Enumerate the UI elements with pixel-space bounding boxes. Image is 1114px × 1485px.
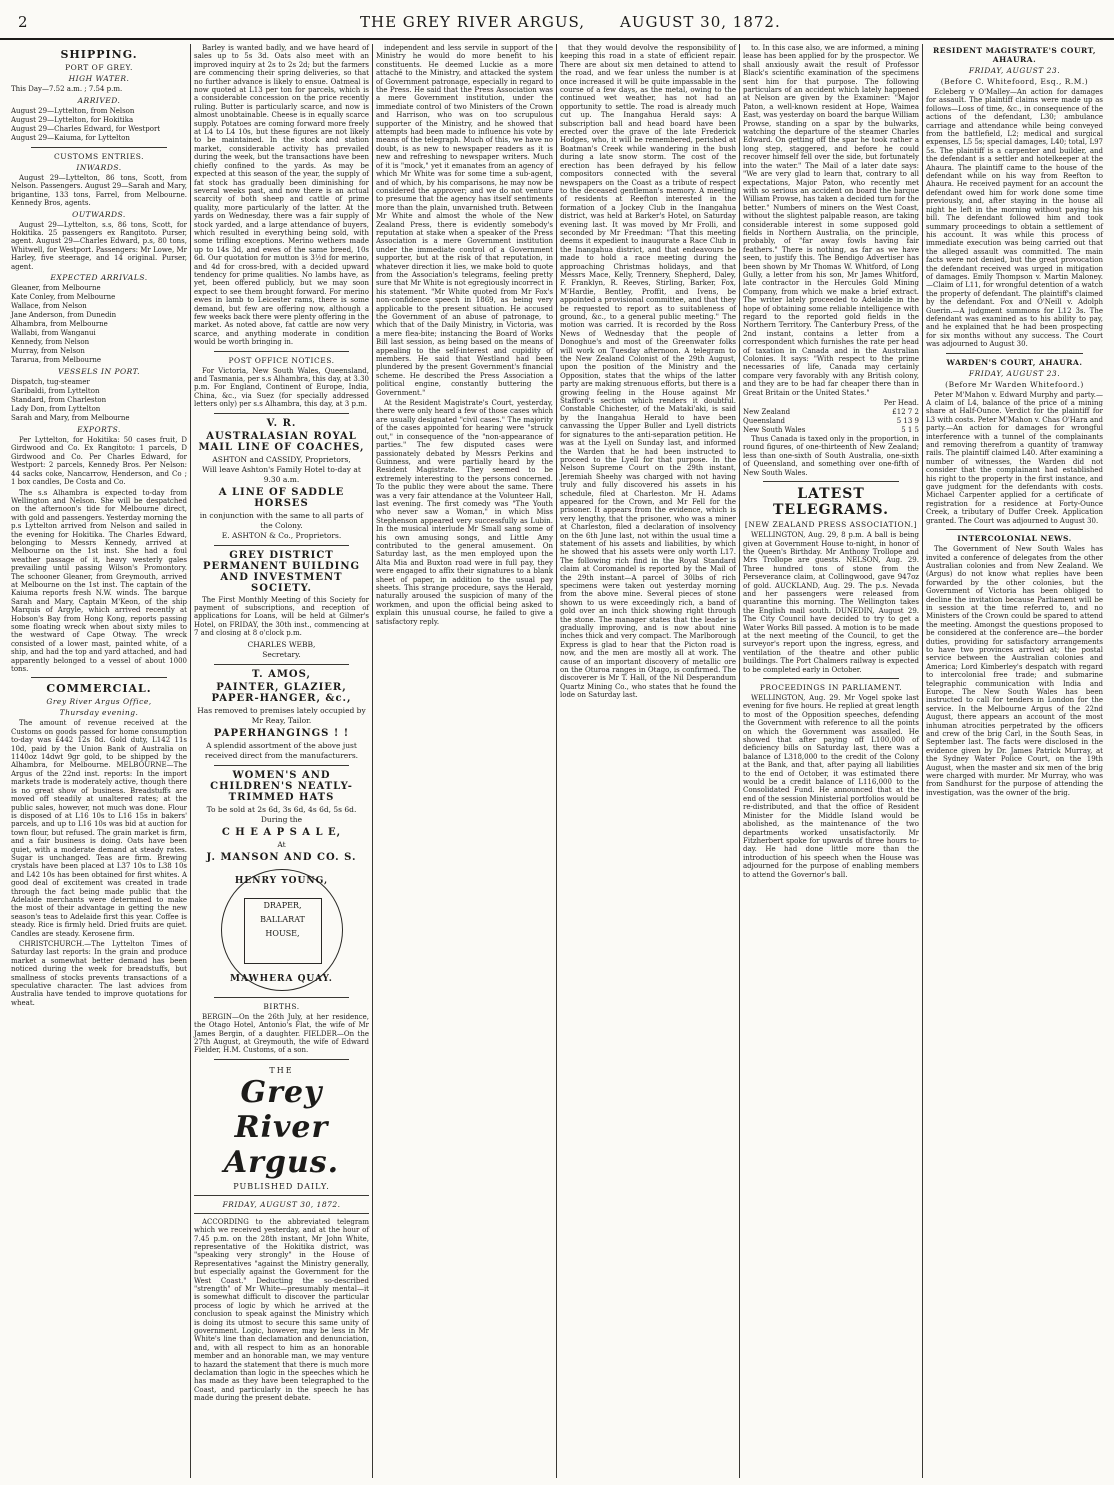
vessel-line: Sarah and Mary, from Melbourne [11, 414, 130, 423]
arrived-line: August 29—Lyttelton, for Hokitika [11, 116, 134, 124]
warden-text: Peter M'Mahon v. Edward Murphy and party.—A claim of L4, balance of the price of a mining share at Half-Ounce. Verdict for the plaintiff for L3 with costs. Peter M'Mahon v. Chas O'Hara and party.—An action for damages for wrongful interference with a tunnel of the complainants and removing therefrom a quantity of tramway rails. The plaintiff claimed L40. After examining a number of witnesses, the Warden did not consider that the complainant had established his right to the property in the first instance, and gave judgment for the defendants with costs. Michael Carpenter applied for a certificate of registration for a residence at Forty-Ounce Creek, a tributary of Duffer Creek. Application granted. The Court was adjourned to August 30. [926, 390, 1103, 525]
parliament-heading: PROCEEDINGS IN PARLIAMENT. [759, 683, 903, 692]
post-office-text: For Victoria, New South Wales, Queensland, and Tasmania, per s.s Alhambra, this day, at 3.30 p.m. For England, Continent of Europe, India, China, &c., via Suez (for specially addressed letters only) per s.s Alhambra, this day, at 3 p.m. [194, 366, 369, 409]
amos-title: PAINTER, GLAZIER, PAPER-HANGER, &c., [211, 681, 352, 704]
local-news: At the Resident Magistrate's Court, yesterday, there were only heard a few of those cases which are usually designated "civil cases." The majority of the cases appointed for hearing were "struck out," in consequence of the "non-appearance of parties." The few disputed cases were passionately debated by Messrs Perkins and Guinness, and were partially heard by the Resident Magistrate. They seemed to be extremely interesting to the persons concerned. To the public they were about the same. There was a very fair attendance at the Volunteer Hall, last evening. The first comedy was "The Youth who never saw a Woman," in which Miss Stephenson appeared very successfully as Lubin. In the musical interlude Mr Small sang some of his own amusing songs, and Little Amy contributed to the general amusement. On Saturday last, as the men employed upon the Alta Mia and Buxton road were in full pay, they were engaged to affix their signatures to a blank sheet of paper, in addition to the usual pay sheets. This strange procedure, says the Herald, naturally aroused the suspicion of many of the workmen, and upon the official being asked to explain this unusual course, he failed to give a satisfactory reply. [376, 399, 553, 626]
column-1 [8, 44, 190, 1478]
tax-row-value: 5 1 5 [901, 426, 919, 435]
port-heading: PORT OF GREY. [65, 63, 133, 72]
column-3 [372, 44, 556, 1478]
argus-masthead [194, 1066, 369, 1191]
rm-date: FRIDAY, AUGUST 23. [968, 66, 1061, 75]
sale-line: At [277, 839, 286, 849]
christchurch-text: CHRISTCHURCH.—The Lyttelton Times of Saturday last reports: In the grain and produce market a somewhat better demand has been noticed during the week for breadstuffs, but smallness of stocks prevents transactions of a speculative character. The last advices from Australia have tended to improve quotations for wheat. [11, 940, 187, 1007]
expected-line: Gleaner, from Melbourne [11, 284, 101, 293]
arrived-line: August 29—Charles Edward, for Westport [11, 125, 161, 133]
arrived-heading: ARRIVED. [77, 96, 121, 105]
sale-store: J. MANSON AND CO. S. [206, 851, 357, 863]
arrived-line: August 29—Lyttelton, from Nelson [11, 107, 135, 115]
tax-row [743, 426, 919, 435]
masthead-the: THE [269, 1065, 294, 1075]
vr-heading: V. R. [266, 417, 297, 429]
telegrams-heading: LATEST TELEGRAMS. [772, 486, 890, 519]
vessel-line: Garibaldi, from Lyttelton [11, 387, 100, 396]
births-heading: BIRTHS. [263, 1001, 300, 1011]
page-header [0, 0, 1114, 40]
commercial-heading: COMMERCIAL. [46, 682, 152, 696]
local-news-continued: that they would devolve the responsibility of keeping this road in a state of efficient repair. There are about six men detained to attend to the road, and we fear unless the number is at once increased it will be quite impassable in the course of a few days, as the metal, owing to the continued wet weather, has not had an opportunity to settle. The road is already much cut up. The Inangahua Herald says: A subscription ball and head board have been erected over the grave of the late Frederick Hodges, who, it will be remembered, perished at Boatman's Creek while wandering in the bush during a late snow storm. The cost of the erection has been defrayed by his fellow compositors connected with the several newspapers on the Coast as a tribute of respect to the deceased gentleman's memory. A meeting of residents at Reefton interested in the formation of a Jockey Club in the Inangahua district, was held at Barker's Hotel, on Saturday evening last. It was moved by Mr Frolli, and seconded by Mr Freedman: "That this meeting deems it expedient to inaugurate a Race Club in the Inangahua district, and that endeavours be made to hold a race meeting during the approaching Christmas holidays, and that Messrs Mace, Kelly, Trennery, Shepherd, Daley, F. Franklyn, R. Reeves, Stirling, Barker, Fox, M'Hardie, Bentley, Proffit, and Ivens, be appointed a provisional committee, and that they be requested to report as to suitableness of ground, &c., to a general public meeting." The motion was carried. It is recorded by the Ross News of Wednesday that the people of Donoghue's and most of the Greenwater folks will work on Tuesday afternoon. A telegram to the New Zealand Colonist of the 29th August, upon the position of the Ministry and the Opposition, states that the whips of the latter party are making strenuous efforts, but there is a growing feeling in the House against Mr Stafford's section which renders it doubtful. Constable Chichester, of the Mataki'aki, is said by the Inangahua Herald to have been canvassing the Upper Buller and Lyell districts for signatures to the anti-separation petition. He was at the Lyell on Sunday last, and informed the Warden that he had been instructed to proceed to the Lyell for that purpose. In the Nelson Supreme Court on the 29th instant, Jeremiah Sheehy was charged with not having truly and fully discovered his assets in his schedule, filed at Charleston. Mr H. Adams appeared for the Crown, and Mr Fell for the prisoner. It appears from the evidence, which is very lengthy, that the prisoner, who was a miner at Charleston, filed a declaration of insolvency on the 6th June last, not within the usual time a statement of his assets and liabilities, by which he showed that his assets were only worth L17. The following rich find in the Royal Standard claim at Coromandel is reported by the Mail of the 29th instant—A parcel of 30lbs of rich specimens were taken out yesterday morning from the above mine. Several pieces of stone shown to us were exceedingly rich, a band of gold over an inch thick showing right through the stone. The manager states that the leader is gradually improving, and is now about nine inches thick and very compact. The Marlborough Express is glad to hear that the Picton road is now, and the men are mostly all at work. The cause of an important discovery of metallic ore on the Oturoa ranges in Otago, is confirmed. The discoverer is Mr T. Hall, of the Nil Desperandum Quartz Mining Co., who states that he found the lode on Saturday last. [560, 44, 736, 700]
hats-title: WOMEN'S AND CHILDREN'S NEATLY-TRIMMED HATS [210, 769, 353, 803]
exports-heading: EXPORTS. [77, 425, 121, 435]
tax-row-name: Queensland [743, 417, 786, 426]
leader-continued: independent and less servile in support of the Ministry he would do more benefit to his constituents. He deemed Luckie as a more attaché to the Ministry, and attacked the system of Government patronage, especially in regard to the Press. He said that the Press Association was a mere Government institution, under the immediate control of two Ministers of the Crown and Harrison, who was on too scrupulous supporter of the Ministry, and he showed that attempts had been made to influence his vote by means of the telegraph. Much of this, we have no doubt, is as new to newspaper readers as it is new and refreshing to newspaper writers. Much of it is "mock," yet it emanates from an agency of which Mr White was for some time a sub-agent, and of which, by his comparisons, he may now be considered the approver; and we do not venture to presume that the agency has itself sentiments more than the plain, unvarnished truth. Between Mr White and almost the whole of the New Zealand Press, there is evidently somebody's reputation at stake when a speaker of the Press Association is a mere Government institution under the immediate control of a Government supporter, but at the risk of that reputation, in whatever direction it lies, we make bold to quote from the Association's telegrams, feeling pretty sure that Mr White is not egregiously incorrect in his statement. "Mr White quoted from Mr Fox's non-confidence speech in 1869, as being very applicable to the present situation. He accused the Government of an abuse of patronage, to which that of the Daily Ministry, in Victoria, was a mere flea-bite; instancing the Board of Works Bill last session, as being based on the means of appealing to the self-interest and cupidity of members. He said that Westland had been plundered by the present Government's financial scheme. He described the Press Association a political engine, constantly buttering the Government." [376, 44, 554, 397]
dateline: FRIDAY, AUGUST 30, 1872. [222, 1199, 341, 1209]
stamp-draper: DRAPER, [263, 900, 302, 910]
amos-text: Has removed to premises lately occupied by Mr Reay, Tailor. [197, 705, 366, 725]
births-text: BERGIN—On the 26th July, at her residence, the Otago Hotel, Antonio's Flat, the wife of Mr James Bergin, of a daughter. FIELDER—On the 27th August, at Greymouth, the wife of Edward Fielder, H.M. Customs, of a son. [194, 1012, 369, 1055]
sale-line: During the [260, 814, 303, 824]
rm-heading: RESIDENT MAGISTRATE'S COURT, AHAURA. [933, 46, 1096, 64]
coach-owner: ASHTON and CASSIDY, Proprietors, [212, 454, 351, 464]
news-text-2: Thus Canada is taxed only in the proportion, in round figures, of one-thirteenth of New Zealand; less than one-sixth of South Australia, one-sixth of Queensland, and something over one-fifth of New South Wales. [743, 435, 919, 477]
masthead-published: PUBLISHED DAILY. [233, 1181, 330, 1191]
tax-table-head-label: Per Head. [883, 399, 919, 408]
telegrams-text: WELLINGTON, Aug. 29, 8 p.m. A ball is being given at Government House to-night, in honor of the Queen's Birthday. Mr Anthony Trollope and Mrs Trollope are guests. NELSON, Aug. 29. Three hundred tons of stone from the Perseverance claim, at Collingwood, gave 947oz of gold. AUCKLAND, Aug. 29. The p.s. Nevada and her passengers were released from quarantine this morning. The Wellington takes the English mail south. DUNEDIN, August 29. The City Council have decided to try to get a Water Works Bill passed. A motion is to be made at the next meeting of the Council, to get the surveyor's report upon the ingress, egress, and ventilation of the theatre and other public buildings. The Port Chalmers railway is expected to be completed early in October. [743, 531, 919, 674]
leader-text: ACCORDING to the abbreviated telegram which we received yesterday, and at the hour of 7.45 p.m. on the 28th instant, Mr John White, representative of the Hokitika district, was "speaking very strongly" in the House of Representatives "against the Ministry generally, but especially against the Government for the West Coast." Deducting the so-described "strength" of Mr White—presumably mental—it is somewhat difficult to discover the particular process of logic by which he arrived at the conclusion to speak against the Ministry which is doing its utmost to secure this same unity of government. Logic, however, may be less in Mr White's line than declamation and denunciation, and, with all respect to him as an honorable member and an honorable man, we may venture to hazard the statement that there is much more declamation than logic in the speeches which he has made as they have been telegraphed to the Coast, and particularly in the speech he has made during the present debate. [194, 1217, 369, 1403]
commercial-office: Grey River Argus Office, [46, 697, 152, 707]
warden-before: (Before Mr Warden Whitefoord.) [945, 379, 1084, 389]
tax-row-value: £12 7 2 [892, 408, 919, 417]
society-sign: CHARLES WEBB, [247, 639, 316, 649]
arrived-line: August 29—Kaiuma, for Lyttelton [11, 134, 130, 142]
saddle-text: in conjunction with the same to all parts of the Colony. [199, 510, 364, 530]
customs-heading: CUSTOMS ENTRIES. [54, 152, 144, 161]
intercolonial-text: The Government of New South Wales has invited a conference of delegates from the other Australian colonies and from New Zealand. We (Argus) do not know what replies have been forwarded by the other colonies, but the Government of Victoria has been obliged to decline the invitation because Parliament will be in session at the time referred to, and no Ministers of the Crown could be spared to attend the meeting. Amongst the questions proposed to be considered at the conference are—the border duties, providing for satisfactory arrangements to have two provinces arrived at; the postal service between the Australian colonies and America; Lord Kimberley's despatch with regard to intercolonial free trade; and submarine telegraphic communication with India and Europe. The New South Wales has been instructed to call for tenders in London for the service. In the Melbourne Argus of the 22nd August, there appears an account of the most inhuman atrocities perpetrated by the officers and crew of the brig Carl, in the South Seas, in September last. The facts were disclosed in the evidence given by Dr. James Patrick Murray, at the Sydney Water Police Court, on the 19th August, when the master and six men of the brig were charged with murder. Mr Murray, who was from Sandhurst for the purpose of attending the investigation, was the owner of the brig. [926, 545, 1103, 797]
high-water-heading: HIGH WATER. [68, 74, 130, 83]
masthead-name: Grey River Argus. [223, 1074, 340, 1180]
issue-date: AUGUST 30, 1872. [620, 13, 781, 31]
page-number: 2 [18, 13, 29, 31]
column-5 [739, 44, 922, 1478]
tax-row-value: 5 13 9 [896, 417, 919, 426]
columns [8, 44, 1106, 1478]
shipping-heading: SHIPPING. [60, 48, 138, 61]
expected-line: Alhambra, from Melbourne [11, 320, 108, 329]
amos-name: T. AMOS, [251, 668, 311, 680]
stamp-top-text: HENRY YOUNG, [234, 875, 329, 886]
tax-row-name: New South Wales [743, 426, 806, 435]
expected-line: Tararua, from Melbourne [11, 356, 102, 365]
tax-table-head [743, 399, 919, 408]
warden-date: FRIDAY, AUGUST 23. [968, 368, 1061, 378]
shipping-news: The s.s Alhambra is expected to-day from Wellington and Nelson. She will be despatched on the afternoon's tide for Melbourne direct, with gold and passengers. Yesterday morning the p.s Lyttelton arrived from Nelson and sailed in the evening for Hokitika. The Charles Edward, belonging to Messrs Kennedy, arrived at Melbourne on the 1st inst. She had a foul weather passage of it, heavy westerly gales prevailing until passing Wilson's Promontory. The schooner Gleaner, from Greymouth, arrived at Melbourne on the 1st inst. The captain of the Kaiuma reports fresh N.W. winds. The barque Sarah and Mary, Captain M'Keon, of the ship Marquis of Argyle, which arrived recently at Hobson's Bay from Hong Kong, reports passing some floating wreck when about sixty miles to the westward of Cape Otway. The wreck consisted of a lower mast, painted white, of a ship, and had the top and yard attached, and had apparently belonged to a vessel of about 1000 tons. [11, 488, 187, 674]
stamp-inner [244, 898, 322, 964]
paperhangings-text: A splendid assortment of the above just received direct from the manufacturers. [204, 740, 359, 760]
commercial-text: The amount of revenue received at the Customs on goods passed for home consumption to-day was £442 12s 8d. Gold duty, L142 11s 10d, paid by the Union Bank of Australia on 1140oz 14dwt 9gr gold, to be shipped by the Alhambra, for Melbourne. MELBOURNE—The Argus of the 22nd inst. reports: In the import markets trade is moderately active, though there is no great show of business. Breadstuffs are moved off steadily at unaltered rates; at the public sales, however, not much was done. Flour is disposed of at L16 10s to L16 15s in bakers' parcels, and up to L16 10s was bid at auction for town flour, but refused. The grain market is firm, and a fair business is doing. Oats have been quiet, with a moderate demand at steady rates. Sugar is unchanged. Teas are firm. Brewing crystals have been placed at L37 10s to L38 10s and L42 10s has been obtained for first whites. A good deal of excitement was created in trade through the fact being made public that the Adelaide merchants were determined to make the most of their advantage in getting the new season's teas to Adelaide first this year. Coffee is steady. Rice is firmly held. Dried fruits are quiet. Candles are steady. Kerosene firm. [11, 719, 187, 938]
coach-text: Will leave Ashton's Family Hotel to-day at 9.30 a.m. [202, 464, 361, 484]
society-title: GREY DISTRICT PERMANENT BUILDING AND INVESTMENT SOCIETY. [202, 549, 361, 594]
column-2 [190, 44, 372, 1478]
hats-text: To be sold at 2s 6d, 3s 6d, 4s 6d, 5s 6d. [206, 804, 357, 814]
tax-row [743, 417, 919, 426]
rm-before: (Before C. Whitefoord, Esq., R.M.) [940, 77, 1089, 86]
stamp-bottom-text: MAWHERA QUAY. [230, 973, 333, 984]
inwards-heading: INWARDS. [76, 163, 122, 172]
exports-text: Per Lyttelton, for Hokitika: 50 cases fruit, D Girdwood and Co. Ex Rangitoto: 1 parcels, D Girdwood and Co. Per Charles Edward, for Westport: 2 parcels, Kennedy Bros. Per Nelson: 44 sacks coke, Nancarrow, Henderson, and Co ; 1 box candles, De Costa and Co. [11, 436, 187, 487]
high-water-line: This Day—7.52 a.m. ; 7.54 p.m. [11, 85, 123, 93]
rm-text: Ecleberg v O'Malley—An action for damages for assault. The plaintiff claims were made up as follows—Loss of time, &c., in consequence of the actions of the defendant, L30; ambulance carriage and attendance while being conveyed from the battlefield, L2; medical and surgical expenses, L5 5s; special damages, L40; total, L97 5s. The plaintiff is a carpenter and builder, and the defendant is a settler and hotelkeeper at the Ahaura. The plaintiff came to the house of the defendant while on his way from Reefton to Ahaura. He received payment for an account the defendant owed him for work done some time previously, and, after staying in the house all night he left in the morning without paying his bill. The defendant followed him and took summary proceedings to obtain a settlement of his account. It was while this process of immediate execution was being carried out that the alleged assault was committed. The main facts were not denied, but the great provocation the defendant received was urged in mitigation of damages. Emily Thompson v. Martin Maloney.—Claim of L11, for wrongful detention of a watch the property of defendant. The plaintiff's claimed by the defendant. Fox and O'Neill v. Adolph Guerin.—A judgment summons for L12 3s. The defendant was examined as to his ability to pay, and he explained that he had been prospecting for six months without any success. The Court was adjourned to August 30. [926, 88, 1103, 349]
market-text: Barley is wanted badly, and we have heard of sales up to 5s 3d. Oats also meet with an improved inquiry at 2s to 2s 2d; but the farmers are commencing their spring deliveries, so that no further advance is likely to ensue. Oatmeal is now quoted at L13 per ton for parcels, which is a considerable concession on the price recently ruling. Butter is particularly scarce, and now is almost unobtainable. Cheese is in equally scarce supply. Potatoes are coming forward more freely at L4 to L4 10s, but these figures are not likely to be maintained. In the stock and station market, considerable activity has prevailed during the week, but the transactions have been chiefly confined to the yards. As may be expected at this season of the year, the supply of fat stock has gradually been diminishing for several weeks past, and now there is an actual scarcity of both sheep and cattle of prime quality, more particularly of the latter. At the yards on Wednesday, there was a fair supply of stock yarded, and a large attendance of buyers, which resulted in everything being sold, with some trifling exceptions. Merino wethers made up to 14s 3d, and ewes of the same breed, 10s 6d. Our quotation for mutton is 3½d for merino, and 4d for cross-bred, with a decided upward tendency for prime qualities. No lambs have, as yet, been offered publicly, but we may soon expect to see them brought forward. For merino ewes in lamb to Leicester rams, there is some demand, but few are offering now, although a few weeks back there were plenty offering in the market. As noted above, fat cattle are now very scarce, and anything moderate in condition would be worth bringing in. [194, 44, 369, 347]
vessel-line: Lady Don, from Lyttelton [11, 405, 101, 414]
warden-heading: WARDEN'S COURT, AHAURA. [946, 357, 1083, 367]
customs-text: August 29—Lyttelton, 86 tons, Scott, from Nelson. Passengers. August 29—Sarah and Mary, brigantine, 133 tons, Farrel, from Melbourne. Kennedy Bros, agents. [11, 174, 187, 208]
vessel-line: Dispatch, tug-steamer [11, 378, 90, 387]
telegrams-sub: [NEW ZEALAND PRESS ASSOCIATION.] [744, 520, 918, 530]
tax-row [743, 408, 919, 417]
expected-line: Wallace, from Nelson [11, 302, 87, 311]
column-4 [556, 44, 739, 1478]
coach-title: AUSTRALASIAN ROYAL MAIL LINE OF COACHES, [198, 430, 365, 453]
post-office-heading: POST OFFICE NOTICES. [228, 355, 335, 365]
paperhangings-title: PAPERHANGINGS ! ! [213, 727, 350, 739]
outwards-text: August 29—Lyttelton, s.s, 86 tons, Scott, for Hokitika. 25 passengers ex Rangitoto. Purser, agent. August 29—Charles Edward, p.s, 80 tons, Whitwell, for Westport. Passengers: Mr Lowe, Mr Harley, five steerage, and 14 original. Purser, agent. [11, 220, 187, 271]
outwards-heading: OUTWARDS. [72, 209, 126, 219]
expected-line: Jane Anderson, from Dunedin [11, 311, 117, 320]
society-role: Secretary. [262, 649, 301, 659]
sale-title: C H E A P S A L E, [221, 826, 342, 838]
expected-line: Murray, from Nelson [11, 347, 85, 356]
news-text: to. In this case also, we are informed, a mining lease has been applied for by the prospector. We shall anxiously await the result of Professor Black's scientific examination of the specimens sent him for that purpose. The following particulars of an accident which lately happened at Nelson are given by the Examiner: "Major Paton, a well-known resident at Hope, Waimea East, was yesterday on board the barque William Prowse, standing on a spar by the bulwarks, watching the departure of the steamer Charles Edward. On getting off the spar he took rather a long step, staggered, and before he could recover himself fell over the side, but fortunately into the water." The Mail of a later date says: "We are very glad to learn that, contrary to all expectations, Major Paton, who recently met with so serious an accident on board the barque William Prowse, has taken a decided turn for the better." Numbers of miners on the West Coast, without the slightest palpable reason, are taking considerable interest in some supposed gold fields in Northern Australia, on the principle, probably, of "far away fowls having fair feathers." There is nothing, as far as we have seen, to justify this. The Bendigo Advertiser has been shown by Mr Thomas W. Whitford, of Long Gully, a letter from his son, Mr James Whitford, late contractor in the Hercules Gold Mining Company, from which we make a brief extract. The writer lately proceeded to Adelaide in the hope of obtaining some reliable intelligence with regard to the reported gold fields in the Northern Territory. The Canterbury Press, of the 2nd instant, contains a letter from a correspondent which furnishes the rate per head of taxation in Canada and in the Australian Colonies. It says: "With respect to the prime necessaries of life, Canada may certainly compare very favorably with any British colony, and they are to be had far cheaper there than in Great Britain or the United States." [743, 44, 919, 397]
vessel-line: Standard, from Charleston [11, 396, 107, 405]
parliament-text: WELLINGTON, Aug. 29. Mr Vogel spoke last evening for five hours. He replied at great length to most of the Opposition speeches, defending the Government with reference to all the points on which the Government was assailed. He showed that after paying off L100,000 of deficiency bills on Saturday last, there was a balance of L318,000 to the credit of the Colony at the Bank, and that, after paying all liabilities to the end of October, it was estimated there would be a credit balance of L116,000 to the Consolidated Fund. He announced that at the end of the session Ministerial portfolios would be re-distributed, and that the office of Resident Minister for the Middle Island would be abolished, as the maintenance of the two departments worked unsatisfactorily. Mr Fitzherbert spoke for upwards of three hours to-day. He had done little more than the introduction of his speech when the House was adjourned for the purpose of enabling members to attend the Governor's ball. [743, 694, 919, 879]
expected-heading: EXPECTED ARRIVALS. [50, 273, 148, 283]
expected-line: Wallabi, from Wanganui [11, 329, 96, 338]
expected-line: Kate Conley, from Melbourne [11, 293, 116, 302]
tax-row-name: New Zealand [743, 408, 791, 417]
column-6 [922, 44, 1106, 1478]
henry-young-stamp [221, 869, 343, 991]
expected-line: Kennedy, from Nelson [11, 338, 90, 347]
intercolonial-heading: INTERCOLONIAL NEWS. [957, 534, 1072, 544]
saddle-owner: E. ASHTON & Co., Proprietors. [221, 530, 342, 540]
society-text: The First Monthly Meeting of this Society for payment of subscriptions, and reception of applications for Loans, will be held at Gilmer's Hotel, on FRIDAY, the 30th inst., commencing at 7 and closing at 8 o'clock p.m. [194, 595, 369, 638]
commercial-day: Thursday evening. [59, 708, 139, 718]
newspaper-title: THE GREY RIVER ARGUS, [360, 13, 586, 31]
saddle-title: A LINE OF SADDLE HORSES [218, 486, 345, 509]
stamp-ballarat: BALLARAT HOUSE, [260, 914, 305, 938]
vessels-heading: VESSELS IN PORT. [58, 367, 140, 377]
